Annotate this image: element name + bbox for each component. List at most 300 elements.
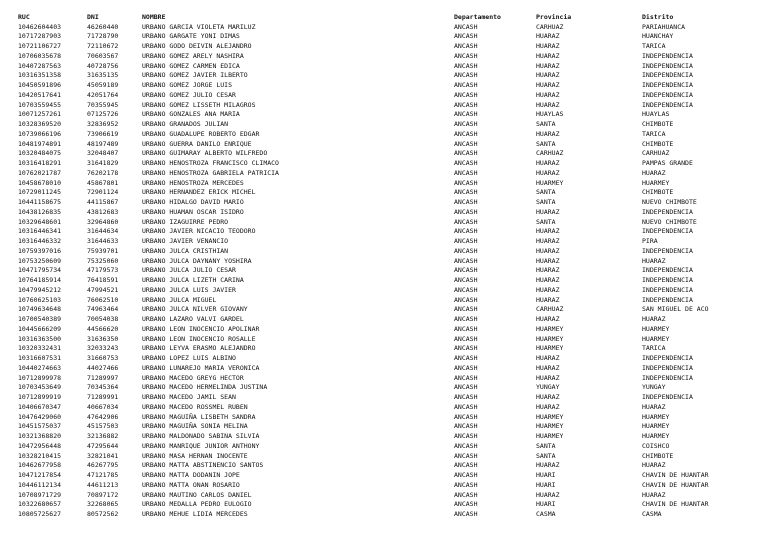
cell-distrito: HUARAZ bbox=[642, 402, 666, 411]
table-row bbox=[0, 120, 768, 130]
cell-departamento: ANCASH bbox=[454, 422, 478, 431]
cell-dni: 47994521 bbox=[87, 285, 119, 294]
cell-nombre: URBANO GUADALUPE ROBERTO EDGAR bbox=[142, 129, 260, 138]
cell-distrito: COISHCO bbox=[642, 441, 670, 450]
cell-distrito: INDEPENDENCIA bbox=[642, 266, 693, 275]
cell-provincia: HUARMEY bbox=[536, 344, 564, 353]
table-row bbox=[0, 62, 768, 72]
cell-nombre: URBANO JULCA DAYNANY YOSHIRA bbox=[142, 256, 252, 265]
cell-departamento: ANCASH bbox=[454, 363, 478, 372]
cell-provincia: HUARAZ bbox=[536, 90, 560, 99]
table-row bbox=[0, 305, 768, 315]
cell-ruc: 10406670347 bbox=[18, 402, 62, 411]
cell-distrito: INDEPENDENCIA bbox=[642, 295, 693, 304]
cell-provincia: HUARI bbox=[536, 500, 556, 509]
cell-provincia: HUARAZ bbox=[536, 285, 560, 294]
cell-nombre: URBANO GONZALES ANA MARIA bbox=[142, 110, 240, 119]
header-nombre: NOMBRE bbox=[142, 13, 166, 21]
cell-distrito: INDEPENDENCIA bbox=[642, 285, 693, 294]
cell-departamento: ANCASH bbox=[454, 188, 478, 197]
cell-dni: 43812683 bbox=[87, 207, 119, 216]
cell-departamento: ANCASH bbox=[454, 315, 478, 323]
cell-ruc: 10479945212 bbox=[18, 285, 62, 294]
cell-dni: 75939701 bbox=[87, 246, 119, 255]
cell-provincia: HUARMEY bbox=[536, 334, 564, 343]
cell-provincia: HUARMEY bbox=[536, 432, 564, 440]
table-row bbox=[0, 188, 768, 198]
cell-provincia: SANTA bbox=[536, 217, 556, 226]
cell-provincia: CARHUAZ bbox=[536, 22, 564, 31]
cell-provincia: HUARAZ bbox=[536, 256, 560, 265]
cell-ruc: 10450591896 bbox=[18, 81, 62, 89]
cell-distrito: INDEPENDENCIA bbox=[642, 207, 693, 216]
cell-dni: 45059189 bbox=[87, 81, 119, 89]
cell-nombre: URBANO JULCA CRISTHIAN bbox=[142, 246, 229, 255]
cell-distrito: INDEPENDENCIA bbox=[642, 227, 693, 236]
cell-nombre: URBANO MATTA ONAN ROSARIO bbox=[142, 480, 240, 489]
table-row bbox=[0, 510, 768, 520]
cell-ruc: 10703453649 bbox=[18, 383, 62, 392]
table-row bbox=[0, 257, 768, 267]
cell-departamento: ANCASH bbox=[454, 305, 478, 314]
cell-ruc: 10316446332 bbox=[18, 237, 62, 245]
cell-ruc: 10471795734 bbox=[18, 266, 62, 275]
cell-dni: 42051764 bbox=[87, 90, 119, 99]
cell-distrito: INDEPENDENCIA bbox=[642, 246, 693, 255]
table-row bbox=[0, 364, 768, 374]
table-row bbox=[0, 374, 768, 384]
cell-provincia: SANTA bbox=[536, 139, 556, 148]
table-row bbox=[0, 159, 768, 169]
table-row bbox=[0, 140, 768, 150]
cell-distrito: HUARAZ bbox=[642, 461, 666, 470]
cell-provincia: SANTA bbox=[536, 198, 556, 206]
cell-distrito: YUNGAY bbox=[642, 383, 666, 392]
cell-distrito: NUEVO CHIMBOTE bbox=[642, 198, 697, 206]
table-row bbox=[0, 101, 768, 111]
cell-distrito: CHAVIN DE HUANTAR bbox=[642, 480, 709, 489]
cell-nombre: URBANO LOPEZ LUIS ALBINO bbox=[142, 354, 236, 362]
cell-ruc: 10462604403 bbox=[18, 22, 62, 31]
table-row bbox=[0, 32, 768, 42]
cell-nombre: URBANO GOMEZ ARELY NASHIRA bbox=[142, 51, 244, 60]
cell-distrito: HUAYLAS bbox=[642, 110, 670, 119]
table-row bbox=[0, 344, 768, 354]
cell-provincia: HUARAZ bbox=[536, 51, 560, 60]
table-row bbox=[0, 42, 768, 52]
table-row bbox=[0, 198, 768, 208]
cell-provincia: CARHUAZ bbox=[536, 305, 564, 314]
cell-ruc: 10316351358 bbox=[18, 71, 62, 80]
cell-provincia: HUARAZ bbox=[536, 363, 560, 372]
cell-nombre: URBANO GOMEZ JAVIER ILBERTO bbox=[142, 71, 248, 80]
cell-departamento: ANCASH bbox=[454, 451, 478, 460]
cell-ruc: 10316363500 bbox=[18, 334, 62, 343]
cell-ruc: 10749634648 bbox=[18, 305, 62, 314]
table-row bbox=[0, 130, 768, 140]
cell-nombre: URBANO GOMEZ JULIO CESAR bbox=[142, 90, 236, 99]
cell-departamento: ANCASH bbox=[454, 110, 478, 119]
cell-nombre: URBANO LAZARO VALVI GARDEL bbox=[142, 315, 244, 323]
cell-distrito: HUARAZ bbox=[642, 490, 666, 499]
cell-distrito: INDEPENDENCIA bbox=[642, 61, 693, 70]
table-row bbox=[0, 179, 768, 189]
cell-nombre: URBANO JULCA MIGUEL bbox=[142, 295, 217, 304]
cell-distrito: INDEPENDENCIA bbox=[642, 393, 693, 401]
table-row bbox=[0, 23, 768, 33]
cell-departamento: ANCASH bbox=[454, 276, 478, 284]
cell-distrito: HUARAZ bbox=[642, 315, 666, 323]
cell-departamento: ANCASH bbox=[454, 100, 478, 109]
cell-distrito: CHIMBOTE bbox=[642, 451, 674, 460]
cell-nombre: URBANO GARGATE YONI DIMAS bbox=[142, 32, 240, 41]
cell-dni: 70897172 bbox=[87, 490, 119, 499]
cell-nombre: URBANO MAGUIÑA SONIA MELINA bbox=[142, 422, 248, 431]
cell-dni: 47642906 bbox=[87, 412, 119, 421]
cell-departamento: ANCASH bbox=[454, 61, 478, 70]
cell-nombre: URBANO HUAMAN OSCAR ISIDRO bbox=[142, 207, 244, 216]
table-row bbox=[0, 266, 768, 276]
cell-departamento: ANCASH bbox=[454, 22, 478, 31]
cell-departamento: ANCASH bbox=[454, 51, 478, 60]
cell-ruc: 10320332431 bbox=[18, 344, 62, 353]
cell-departamento: ANCASH bbox=[454, 441, 478, 450]
table-row bbox=[0, 52, 768, 62]
cell-departamento: ANCASH bbox=[454, 256, 478, 265]
cell-ruc: 10712899919 bbox=[18, 393, 62, 401]
cell-ruc: 10441158675 bbox=[18, 198, 62, 206]
cell-provincia: HUARAZ bbox=[536, 227, 560, 236]
cell-distrito: CHIMBOTE bbox=[642, 139, 674, 148]
cell-ruc: 10476429060 bbox=[18, 412, 62, 421]
cell-departamento: ANCASH bbox=[454, 383, 478, 392]
cell-departamento: ANCASH bbox=[454, 207, 478, 216]
cell-provincia: HUARAZ bbox=[536, 266, 560, 275]
cell-provincia: HUARAZ bbox=[536, 71, 560, 80]
cell-departamento: ANCASH bbox=[454, 354, 478, 362]
cell-dni: 31660753 bbox=[87, 354, 119, 362]
cell-departamento: ANCASH bbox=[454, 471, 478, 479]
cell-ruc: 10071257261 bbox=[18, 110, 62, 119]
cell-ruc: 10706035678 bbox=[18, 51, 62, 60]
cell-nombre: URBANO GOMEZ JORGE LUIS bbox=[142, 81, 233, 89]
cell-provincia: HUARAZ bbox=[536, 100, 560, 109]
cell-departamento: ANCASH bbox=[454, 266, 478, 275]
cell-departamento: ANCASH bbox=[454, 402, 478, 411]
cell-ruc: 10321368820 bbox=[18, 432, 62, 440]
table-row bbox=[0, 169, 768, 179]
cell-dni: 47121785 bbox=[87, 471, 119, 479]
cell-nombre: URBANO HENOSTROZA GABRIELA PATRICIA bbox=[142, 168, 279, 177]
table-row bbox=[0, 218, 768, 228]
cell-ruc: 10472956448 bbox=[18, 441, 62, 450]
cell-departamento: ANCASH bbox=[454, 90, 478, 99]
cell-distrito: INDEPENDENCIA bbox=[642, 363, 693, 372]
cell-distrito: INDEPENDENCIA bbox=[642, 354, 693, 362]
cell-ruc: 10712899978 bbox=[18, 373, 62, 382]
cell-distrito: CHIMBOTE bbox=[642, 188, 674, 197]
cell-nombre: URBANO MANRIQUE JUNIOR ANTHONY bbox=[142, 441, 260, 450]
cell-dni: 44115867 bbox=[87, 198, 119, 206]
cell-dni: 76062510 bbox=[87, 295, 119, 304]
cell-departamento: ANCASH bbox=[454, 246, 478, 255]
table-row bbox=[0, 481, 768, 491]
cell-nombre: URBANO GARCIA VIOLETA MARILUZ bbox=[142, 22, 256, 31]
cell-ruc: 10328369520 bbox=[18, 120, 62, 128]
table-row bbox=[0, 413, 768, 423]
cell-dni: 31635135 bbox=[87, 71, 119, 80]
table-row bbox=[0, 315, 768, 325]
table-row bbox=[0, 247, 768, 257]
cell-departamento: ANCASH bbox=[454, 334, 478, 343]
cell-dni: 40728756 bbox=[87, 61, 119, 70]
cell-ruc: 10420517641 bbox=[18, 90, 62, 99]
cell-provincia: HUARAZ bbox=[536, 354, 560, 362]
table-row bbox=[0, 500, 768, 510]
cell-distrito: HUARMEY bbox=[642, 422, 670, 431]
cell-distrito: INDEPENDENCIA bbox=[642, 373, 693, 382]
cell-departamento: ANCASH bbox=[454, 227, 478, 236]
cell-provincia: HUAYLAS bbox=[536, 110, 564, 119]
cell-dni: 48197489 bbox=[87, 139, 119, 148]
cell-nombre: URBANO JAVIER VENANCIO bbox=[142, 237, 229, 245]
cell-departamento: ANCASH bbox=[454, 139, 478, 148]
cell-ruc: 10446112134 bbox=[18, 480, 62, 489]
cell-provincia: SANTA bbox=[536, 120, 556, 128]
cell-provincia: HUARAZ bbox=[536, 295, 560, 304]
cell-provincia: HUARAZ bbox=[536, 42, 560, 50]
cell-dni: 70355945 bbox=[87, 100, 119, 109]
cell-departamento: ANCASH bbox=[454, 120, 478, 128]
table-row bbox=[0, 276, 768, 286]
cell-nombre: URBANO LEON INOCENCIO APOLINAR bbox=[142, 324, 260, 333]
cell-provincia: HUARAZ bbox=[536, 81, 560, 89]
cell-departamento: ANCASH bbox=[454, 71, 478, 80]
table-row bbox=[0, 452, 768, 462]
cell-departamento: ANCASH bbox=[454, 432, 478, 440]
cell-distrito: INDEPENDENCIA bbox=[642, 51, 693, 60]
cell-distrito: TARICA bbox=[642, 129, 666, 138]
cell-ruc: 10451575037 bbox=[18, 422, 62, 431]
cell-nombre: URBANO MASA HERNAN INOCENTE bbox=[142, 451, 248, 460]
cell-ruc: 10708971729 bbox=[18, 490, 62, 499]
cell-distrito: INDEPENDENCIA bbox=[642, 90, 693, 99]
cell-nombre: URBANO MACEDO GREYG HECTOR bbox=[142, 373, 244, 382]
cell-provincia: HUARAZ bbox=[536, 315, 560, 323]
cell-distrito: HUARMEY bbox=[642, 178, 670, 187]
cell-dni: 44566620 bbox=[87, 324, 119, 333]
table-row bbox=[0, 403, 768, 413]
cell-distrito: TARICA bbox=[642, 344, 666, 353]
table-row bbox=[0, 461, 768, 471]
table-row bbox=[0, 227, 768, 237]
cell-provincia: HUARAZ bbox=[536, 373, 560, 382]
cell-provincia: HUARI bbox=[536, 480, 556, 489]
cell-nombre: URBANO MEDALLA PEDRO EULOGIO bbox=[142, 500, 252, 509]
cell-ruc: 10471217854 bbox=[18, 471, 62, 479]
cell-dni: 32964860 bbox=[87, 217, 119, 226]
header-distrito: Distrito bbox=[642, 13, 674, 21]
cell-distrito: HUARMEY bbox=[642, 412, 670, 421]
cell-dni: 44027466 bbox=[87, 363, 119, 372]
cell-nombre: URBANO HENOSTROZA MERCEDES bbox=[142, 178, 244, 187]
cell-departamento: ANCASH bbox=[454, 461, 478, 470]
cell-nombre: URBANO JULCA NILVER GIOVANY bbox=[142, 305, 248, 314]
cell-dni: 71289997 bbox=[87, 373, 119, 382]
cell-nombre: URBANO LEON INOCENCIO ROSALLE bbox=[142, 334, 256, 343]
cell-dni: 72901124 bbox=[87, 188, 119, 197]
cell-distrito: PARIAHUANCA bbox=[642, 22, 686, 31]
cell-ruc: 10721106727 bbox=[18, 42, 62, 50]
cell-nombre: URBANO GOMEZ LISSETH MILAGROS bbox=[142, 100, 256, 109]
cell-ruc: 10703559455 bbox=[18, 100, 62, 109]
cell-departamento: ANCASH bbox=[454, 159, 478, 167]
cell-dni: 45157503 bbox=[87, 422, 119, 431]
cell-dni: 32033243 bbox=[87, 344, 119, 353]
cell-ruc: 10328210415 bbox=[18, 451, 62, 460]
cell-ruc: 10759397016 bbox=[18, 246, 62, 255]
cell-ruc: 10764185914 bbox=[18, 276, 62, 284]
cell-distrito: SAN MIGUEL DE ACO bbox=[642, 305, 709, 314]
cell-dni: 47295644 bbox=[87, 441, 119, 450]
header-departamento: Departamento bbox=[454, 13, 501, 21]
cell-provincia: HUARAZ bbox=[536, 168, 560, 177]
cell-distrito: INDEPENDENCIA bbox=[642, 100, 693, 109]
cell-provincia: HUARAZ bbox=[536, 207, 560, 216]
cell-nombre: URBANO MATTA ABSTINENCIO SANTOS bbox=[142, 461, 264, 470]
cell-dni: 32048407 bbox=[87, 149, 119, 158]
cell-ruc: 10717287903 bbox=[18, 32, 62, 41]
cell-provincia: HUARAZ bbox=[536, 461, 560, 470]
cell-nombre: URBANO GODO DEIVIN ALEJANDRO bbox=[142, 42, 252, 50]
table-row bbox=[0, 71, 768, 81]
cell-distrito: CARHUAZ bbox=[642, 149, 670, 158]
cell-departamento: ANCASH bbox=[454, 480, 478, 489]
cell-distrito: HUARMEY bbox=[642, 432, 670, 440]
cell-distrito: CHAVIN DE HUANTAR bbox=[642, 500, 709, 509]
cell-nombre: URBANO HENOSTROZA FRANCISCO CLIMACO bbox=[142, 159, 279, 167]
cell-provincia: HUARAZ bbox=[536, 237, 560, 245]
table-row bbox=[0, 471, 768, 481]
cell-distrito: CASMA bbox=[642, 510, 662, 518]
cell-departamento: ANCASH bbox=[454, 285, 478, 294]
cell-dni: 73906619 bbox=[87, 129, 119, 138]
cell-distrito: HUARAZ bbox=[642, 256, 666, 265]
cell-provincia: HUARI bbox=[536, 471, 556, 479]
cell-provincia: SANTA bbox=[536, 451, 556, 460]
cell-ruc: 10729011245 bbox=[18, 188, 62, 197]
cell-ruc: 10739066196 bbox=[18, 129, 62, 138]
cell-provincia: CASMA bbox=[536, 510, 556, 518]
cell-dni: 32136882 bbox=[87, 432, 119, 440]
cell-provincia: HUARAZ bbox=[536, 393, 560, 401]
table-row bbox=[0, 491, 768, 501]
cell-nombre: URBANO GUERRA DANILO ENRIQUE bbox=[142, 139, 252, 148]
cell-provincia: HUARMEY bbox=[536, 422, 564, 431]
cell-departamento: ANCASH bbox=[454, 344, 478, 353]
cell-dni: 44611213 bbox=[87, 480, 119, 489]
cell-departamento: ANCASH bbox=[454, 42, 478, 50]
cell-dni: 31641829 bbox=[87, 159, 119, 167]
cell-dni: 72110672 bbox=[87, 42, 119, 50]
cell-distrito: INDEPENDENCIA bbox=[642, 81, 693, 89]
cell-ruc: 10700540389 bbox=[18, 315, 62, 323]
cell-departamento: ANCASH bbox=[454, 149, 478, 158]
cell-departamento: ANCASH bbox=[454, 198, 478, 206]
header-provincia: Provincia bbox=[536, 13, 572, 21]
cell-dni: 46267795 bbox=[87, 461, 119, 470]
header-ruc: RUC bbox=[18, 13, 30, 21]
cell-ruc: 10805725627 bbox=[18, 510, 62, 518]
table-row bbox=[0, 383, 768, 393]
cell-nombre: URBANO MACEDO JAMIL SEAN bbox=[142, 393, 236, 401]
cell-nombre: URBANO MATTA DODANIN JOPE bbox=[142, 471, 240, 479]
cell-dni: 31636350 bbox=[87, 334, 119, 343]
table-row bbox=[0, 296, 768, 306]
cell-nombre: URBANO GRANADOS JULIAN bbox=[142, 120, 229, 128]
cell-dni: 45867801 bbox=[87, 178, 119, 187]
cell-nombre: URBANO GUIMARAY ALBERTO WILFREDO bbox=[142, 149, 268, 158]
cell-dni: 70603567 bbox=[87, 51, 119, 60]
table-row bbox=[0, 237, 768, 247]
cell-distrito: CHIMBOTE bbox=[642, 120, 674, 128]
cell-distrito: HUARMEY bbox=[642, 324, 670, 333]
cell-distrito: CHAVIN DE HUANTAR bbox=[642, 471, 709, 479]
table-row bbox=[0, 442, 768, 452]
cell-provincia: SANTA bbox=[536, 441, 556, 450]
cell-distrito: NUEVO CHIMBOTE bbox=[642, 217, 697, 226]
cell-departamento: ANCASH bbox=[454, 168, 478, 177]
cell-ruc: 10458678010 bbox=[18, 178, 62, 187]
cell-ruc: 10481974891 bbox=[18, 139, 62, 148]
cell-nombre: URBANO MEHUE LIDIA MERCEDES bbox=[142, 510, 248, 518]
cell-provincia: HUARAZ bbox=[536, 32, 560, 41]
cell-provincia: HUARAZ bbox=[536, 129, 560, 138]
cell-dni: 40667034 bbox=[87, 402, 119, 411]
cell-dni: 70054038 bbox=[87, 315, 119, 323]
table-row bbox=[0, 149, 768, 159]
cell-nombre: URBANO JAVIER NICACIO TEODORO bbox=[142, 227, 256, 236]
cell-dni: 71289991 bbox=[87, 393, 119, 401]
table-row bbox=[0, 354, 768, 364]
cell-departamento: ANCASH bbox=[454, 373, 478, 382]
cell-nombre: URBANO HERNANDEZ ERICK MICHEL bbox=[142, 188, 256, 197]
cell-distrito: INDEPENDENCIA bbox=[642, 71, 693, 80]
cell-departamento: ANCASH bbox=[454, 217, 478, 226]
cell-provincia: HUARAZ bbox=[536, 490, 560, 499]
cell-provincia: HUARMEY bbox=[536, 324, 564, 333]
cell-distrito: TARICA bbox=[642, 42, 666, 50]
cell-departamento: ANCASH bbox=[454, 295, 478, 304]
cell-nombre: URBANO MALDONADO SABINA SILVIA bbox=[142, 432, 260, 440]
cell-distrito: PAMPAS GRANDE bbox=[642, 159, 693, 167]
cell-ruc: 10407287563 bbox=[18, 61, 62, 70]
cell-departamento: ANCASH bbox=[454, 324, 478, 333]
cell-dni: 76418591 bbox=[87, 276, 119, 284]
cell-ruc: 10445666209 bbox=[18, 324, 62, 333]
cell-ruc: 10753250609 bbox=[18, 256, 62, 265]
cell-ruc: 10316607531 bbox=[18, 354, 62, 362]
table-row bbox=[0, 286, 768, 296]
cell-nombre: URBANO JULCA JULIO CESAR bbox=[142, 266, 236, 275]
cell-ruc: 10762021787 bbox=[18, 168, 62, 177]
table-row bbox=[0, 325, 768, 335]
cell-provincia: CARHUAZ bbox=[536, 149, 564, 158]
cell-ruc: 10462677958 bbox=[18, 461, 62, 470]
cell-dni: 71728790 bbox=[87, 32, 119, 41]
cell-provincia: SANTA bbox=[536, 188, 556, 197]
cell-dni: 76202178 bbox=[87, 168, 119, 177]
